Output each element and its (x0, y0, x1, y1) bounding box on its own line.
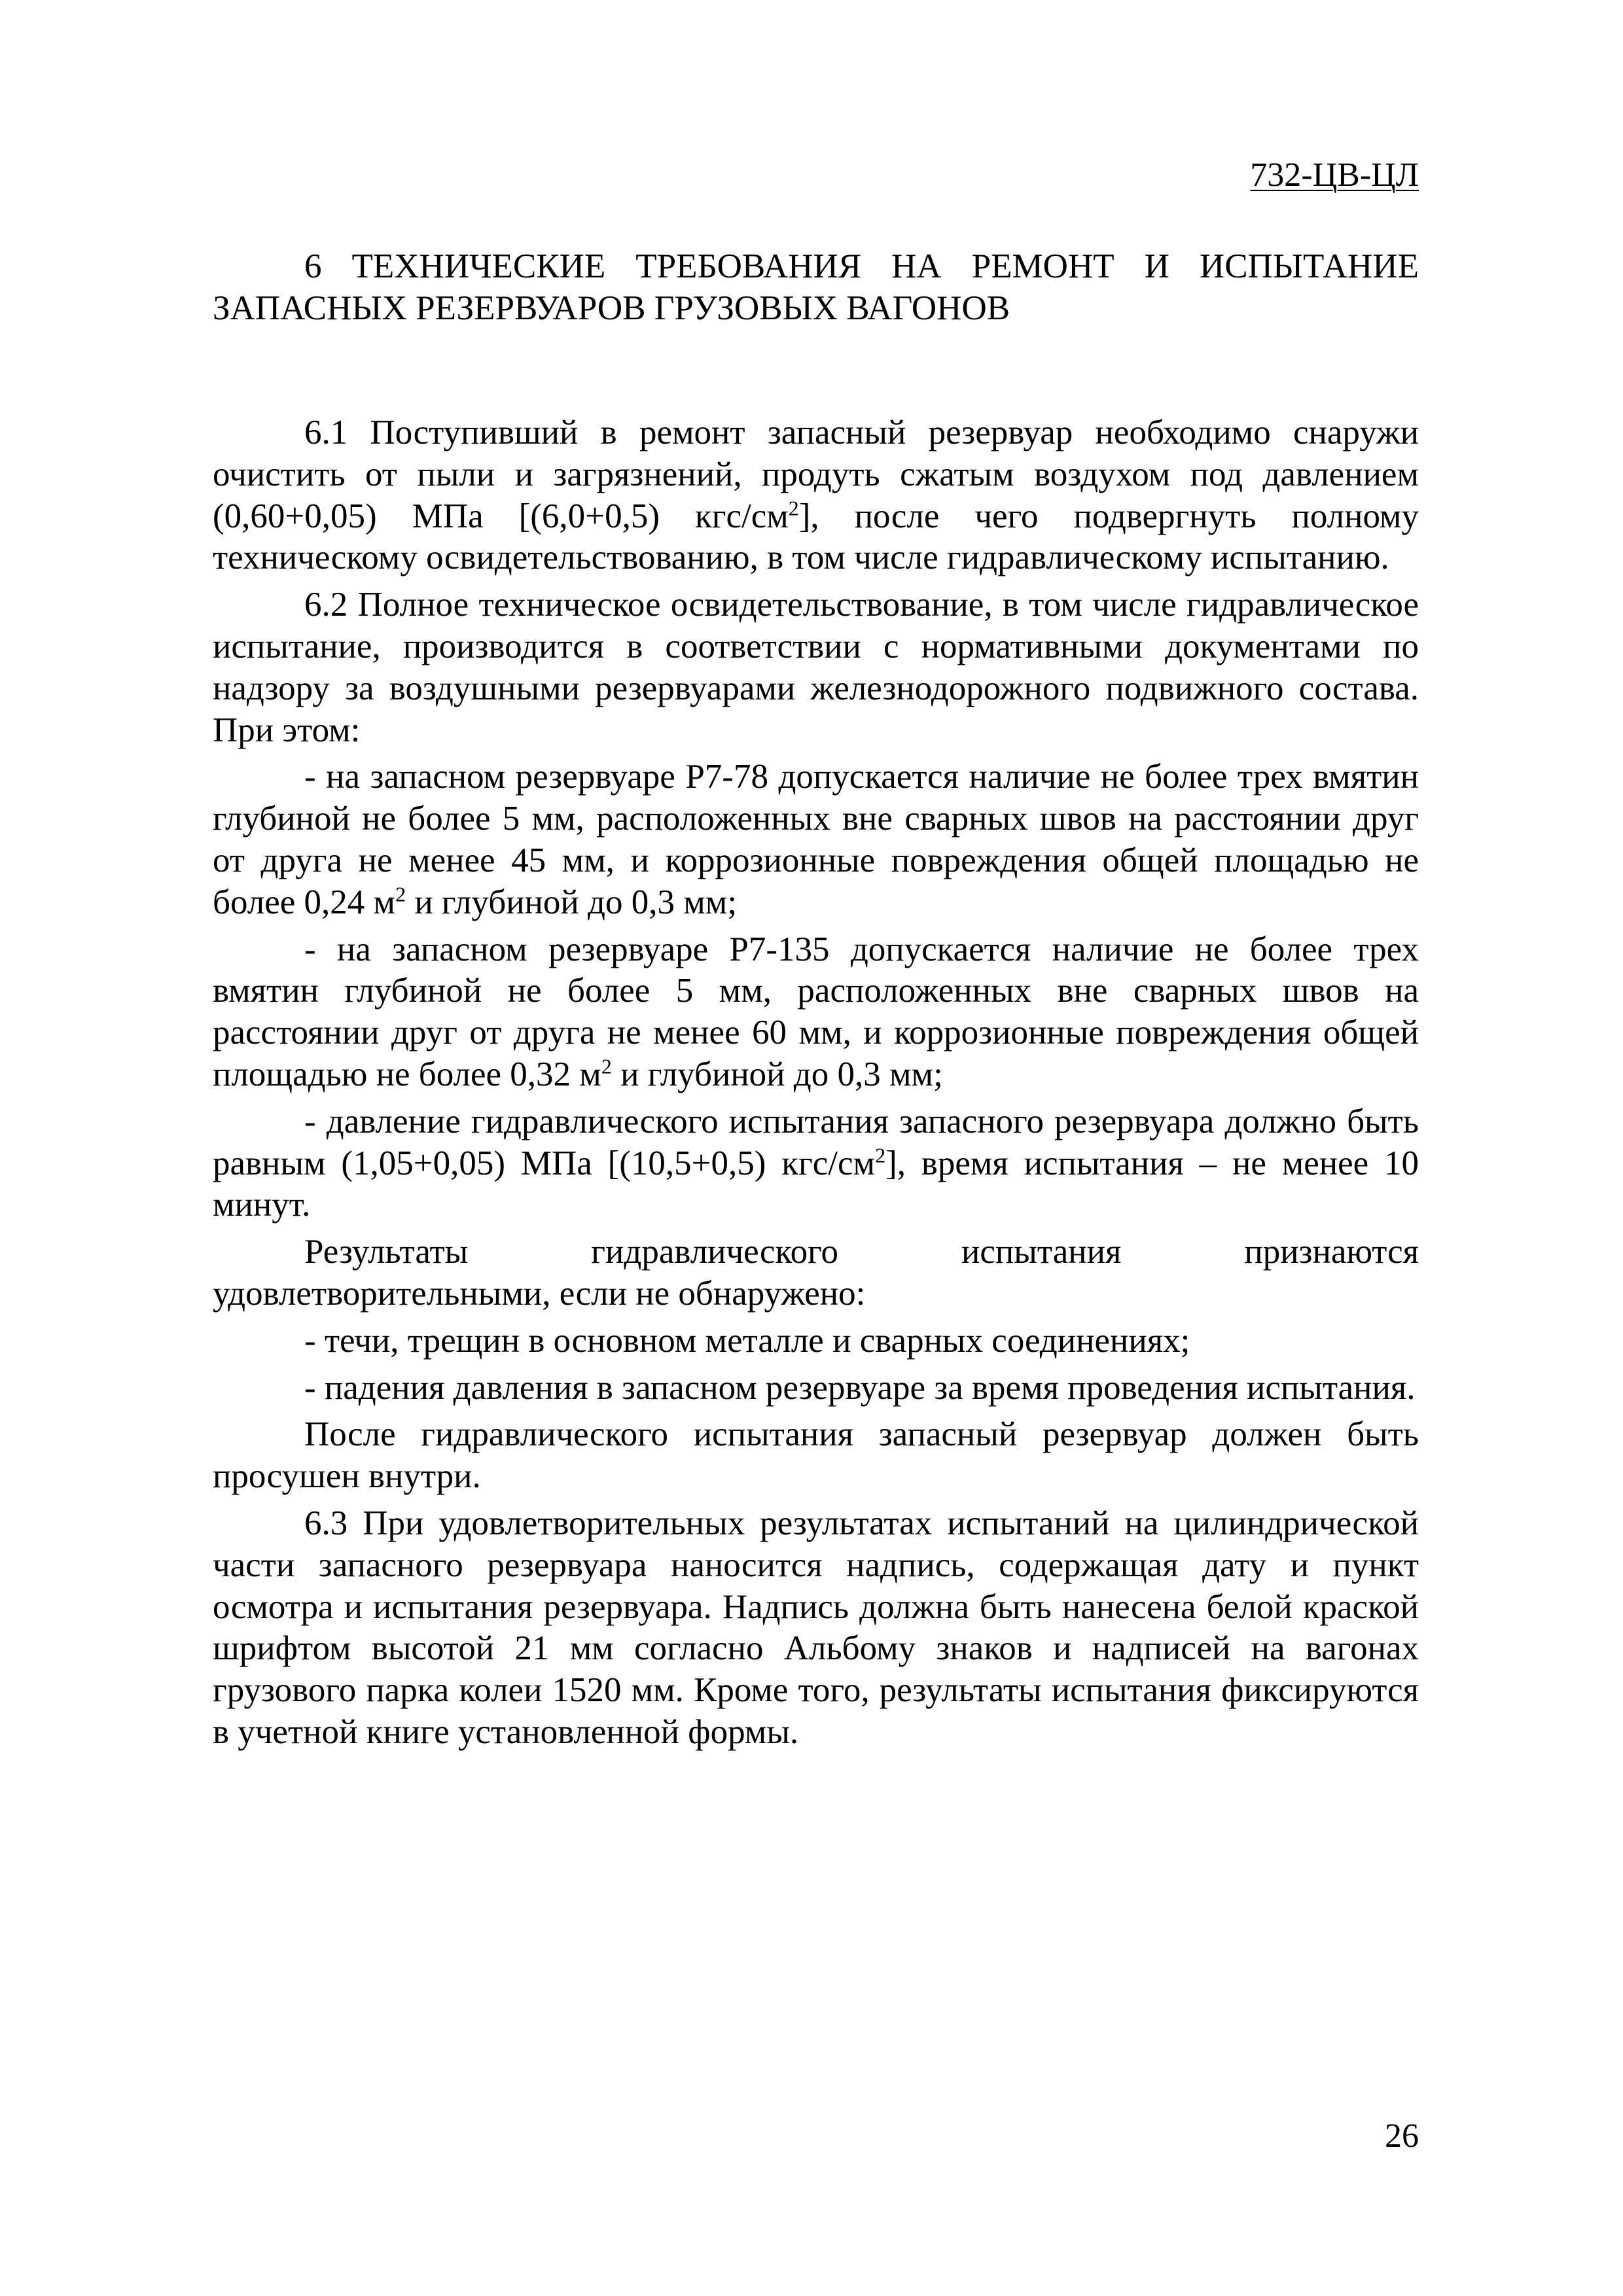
list-item-r7-78 (213, 756, 1419, 923)
paragraph-6-1-text-end: ], после чего подвергнуть полному техническому освидетельствованию, в том числе гидравлическому испытанию. (213, 497, 1419, 577)
list-item-test-pressure-text: - давление гидравлического испытания запасного резервуара должно быть равным (1,05+0,05) МПа [(10,5+0,5) кгс/см (213, 1102, 1419, 1182)
superscript: 2 (875, 1142, 886, 1167)
list-item-r7-135-text-end: и глубиной до 0,3 мм; (611, 1055, 943, 1093)
list-item-pressure-drop: - падения давления в запасном резервуаре за время проведения испытания. (304, 1368, 1416, 1407)
list-item-r7-78-text: - на запасном резервуаре Р7-78 допускается наличие не более трех вмятин глубиной не более 5 мм, расположенных вне сварных швов на расстоянии друг от друга не менее 45 мм, и коррозионные повреждения общей площадью не более 0,24 м (213, 758, 1419, 921)
list-item-r7-135-text: - на запасном резервуаре Р7-135 допускается наличие не более трех вмятин глубиной не более 5 мм, расположенных вне сварных швов на расстоянии друг от друга не менее 60 мм, и коррозионные повреждения общей площадью не более 0,32 м (213, 930, 1419, 1093)
document-body (213, 412, 1419, 1759)
paragraph-6-1 (213, 412, 1419, 579)
paragraph-6-3: 6.3 При удовлетворительных результатах испытаний на цилиндрической части запасного резервуара наносится надпись, содержащая дату и пункт осмотра и испытания резервуара. Надпись должна быть нанесена белой краской шрифтом высотой 21 мм согласно Альбому знаков и надписей на вагонах грузового парка колеи 1520 мм. Кроме того, результаты испытания фиксируются в учетной книге установленной формы. (213, 1504, 1419, 1751)
section-title: 6 ТЕХНИЧЕСКИЕ ТРЕБОВАНИЯ НА РЕМОНТ И ИСПЫТАНИЕ ЗАПАСНЫХ РЕЗЕРВУАРОВ ГРУЗОВЫХ ВАГОНОВ (213, 247, 1419, 327)
superscript: 2 (601, 1054, 612, 1078)
page-number: 26 (1385, 2117, 1419, 2155)
list-item-leaks: - течи, трещин в основном металле и сварных соединениях; (304, 1321, 1190, 1360)
list-item-r7-78-text-end: и глубиной до 0,3 мм; (406, 883, 738, 921)
list-item-test-pressure-text-end: ], время испытания – не менее 10 минут. (213, 1144, 1419, 1224)
superscript: 2 (788, 495, 799, 520)
results-intro: Результаты гидравлического испытания признаются удовлетворительными, если не обнаружено: (213, 1233, 1419, 1313)
list-item-r7-135 (213, 929, 1419, 1096)
superscript: 2 (395, 882, 406, 906)
paragraph-6-2: 6.2 Полное техническое освидетельствование, в том числе гидравлическое испытание, производится в соответствии с нормативными документами по надзору за воздушными резервуарами железнодорожного подвижного состава. При этом: (213, 586, 1419, 749)
paragraph-after-test: После гидравлического испытания запасный резервуар должен быть просушен внутри. (213, 1415, 1419, 1496)
list-item-test-pressure (213, 1101, 1419, 1226)
document-code: 732-ЦВ-ЦЛ (1250, 156, 1419, 194)
paragraph-6-1-text: 6.1 Поступивший в ремонт запасный резервуар необходимо снаружи очистить от пыли и загрязнений, продуть сжатым воздухом под давлением (0,60+0,05) МПа [(6,0+0,5) кгс/см (213, 414, 1419, 535)
